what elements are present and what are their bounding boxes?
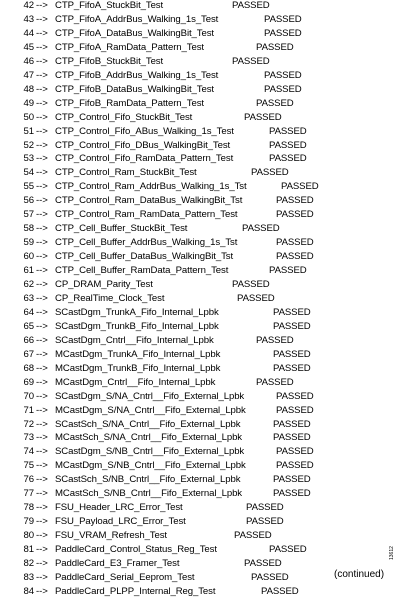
arrow-separator: --> (36, 390, 48, 402)
test-result-row (0, 432, 405, 444)
test-result-row (0, 502, 405, 514)
test-result-row (0, 223, 405, 235)
test-number: 75 (23, 460, 34, 472)
test-number: 80 (23, 530, 34, 542)
test-number: 72 (23, 418, 34, 430)
arrow-separator: --> (36, 153, 48, 165)
test-name: SCastDgm_S/NA_Cntrl__Fifo_External_Lpbk (55, 390, 245, 402)
test-name: CTP_FifoB_StuckBit_Test (55, 55, 164, 67)
arrow-separator: --> (36, 83, 48, 95)
test-number: 49 (23, 97, 34, 109)
test-result-row (0, 391, 405, 403)
arrow-separator: --> (36, 265, 48, 277)
test-name: MCastSch_S/NA_Cntrl__Fifo_External_Lpbk (55, 432, 243, 444)
test-number: 78 (23, 502, 34, 514)
test-status: PASSED (264, 69, 302, 81)
test-name: CTP_Control_Ram_DataBus_WalkingBit_Tst (55, 195, 243, 207)
test-result-row (0, 209, 405, 221)
arrow-separator: --> (36, 544, 48, 555)
arrow-separator: --> (36, 334, 48, 346)
test-number: 47 (23, 69, 34, 81)
test-number: 66 (23, 334, 34, 346)
test-name: SCastSch_S/NA_Cntrl__Fifo_External_Lpbk (55, 418, 241, 430)
arrow-separator: --> (36, 27, 48, 39)
test-number: 70 (23, 390, 34, 402)
test-result-row (0, 265, 405, 277)
test-number: 45 (23, 41, 34, 53)
test-name: SCastDgm_Cntrl__Fifo_Internal_Lpbk (55, 334, 214, 346)
test-status: PASSED (281, 181, 319, 193)
arrow-separator: --> (36, 279, 48, 290)
arrow-separator: --> (36, 432, 48, 444)
arrow-separator: --> (36, 418, 48, 430)
arrow-separator: --> (36, 195, 48, 207)
test-name: PaddleCard_PLPP_Internal_Reg_Test (55, 585, 216, 597)
test-status: PASSED (237, 292, 275, 304)
test-result-row (0, 321, 405, 333)
test-status: PASSED (244, 558, 282, 569)
arrow-separator: --> (36, 404, 48, 416)
test-number: 52 (23, 139, 34, 151)
test-result-row (0, 84, 405, 96)
test-status: PASSED (276, 390, 314, 402)
test-status: PASSED (273, 432, 311, 444)
test-result-row (0, 474, 405, 486)
test-status: PASSED (256, 376, 294, 388)
test-status: PASSED (273, 320, 311, 332)
test-number: 83 (23, 571, 34, 583)
test-name: CTP_Control_Fifo_StuckBit_Test (55, 111, 193, 123)
test-result-row (0, 0, 405, 12)
test-status: PASSED (232, 55, 270, 67)
arrow-separator: --> (36, 69, 48, 81)
test-result-row (0, 446, 405, 458)
test-name: CTP_Control_Ram_RamData_Pattern_Test (55, 209, 238, 221)
test-number: 51 (23, 125, 34, 137)
test-name: MCastDgm_Cntrl__Fifo_Internal_Lpbk (55, 376, 216, 388)
test-name: CTP_FifoB_AddrBus_Walking_1s_Test (55, 69, 219, 81)
test-result-row (0, 126, 405, 138)
test-status: PASSED (244, 111, 282, 123)
test-status: PASSED (276, 404, 314, 416)
test-number: 48 (23, 83, 34, 95)
arrow-separator: --> (36, 446, 48, 458)
test-name: FSU_Header_LRC_Error_Test (55, 502, 183, 514)
test-status: PASSED (276, 251, 314, 263)
test-number: 69 (23, 376, 34, 388)
test-name: MCastDgm_TrunkB_Fifo_Internal_Lpbk (55, 362, 221, 374)
test-result-row (0, 181, 405, 193)
test-result-row (0, 28, 405, 40)
test-status: PASSED (273, 362, 311, 374)
arrow-separator: --> (36, 558, 48, 569)
arrow-separator: --> (36, 251, 48, 263)
test-name: CTP_Control_Fifo_DBus_WalkingBit_Test (55, 139, 231, 151)
test-number: 44 (23, 27, 34, 39)
test-status: PASSED (232, 0, 270, 11)
arrow-separator: --> (36, 139, 48, 151)
test-status: PASSED (276, 446, 314, 458)
test-status: PASSED (246, 516, 284, 528)
test-number: 67 (23, 348, 34, 360)
arrow-separator: --> (36, 209, 48, 221)
test-result-row (0, 112, 405, 124)
test-status: PASSED (256, 97, 294, 109)
test-status: PASSED (256, 41, 294, 53)
test-number: 56 (23, 195, 34, 207)
arrow-separator: --> (36, 376, 48, 388)
test-status: PASSED (234, 530, 272, 542)
test-number: 42 (23, 0, 34, 11)
test-status: PASSED (246, 502, 284, 514)
test-status: PASSED (273, 474, 311, 486)
test-name: CTP_Cell_Buffer_StuckBit_Test (55, 223, 188, 235)
test-result-row (0, 516, 405, 528)
test-number: 74 (23, 446, 34, 458)
test-status: PASSED (251, 167, 289, 179)
test-number: 64 (23, 306, 34, 318)
test-status: PASSED (261, 585, 299, 597)
test-status: PASSED (269, 153, 307, 165)
test-status: PASSED (264, 27, 302, 39)
test-name: SCastDgm_TrunkB_Fifo_Internal_Lpbk (55, 320, 219, 332)
test-name: FSU_Payload_LRC_Error_Test (55, 516, 186, 528)
arrow-separator: --> (36, 362, 48, 374)
test-name: PaddleCard_Control_Status_Reg_Test (55, 544, 217, 555)
arrow-separator: --> (36, 13, 48, 25)
test-result-row (0, 530, 405, 542)
test-result-row (0, 544, 405, 556)
test-result-row (0, 251, 405, 263)
test-number: 76 (23, 474, 34, 486)
test-status: PASSED (273, 488, 311, 500)
arrow-separator: --> (36, 111, 48, 123)
test-result-row (0, 488, 405, 500)
test-result-row (0, 419, 405, 431)
test-name: SCastSch_S/NB_Cntrl__Fifo_External_Lpbk (55, 474, 241, 486)
test-result-row (0, 195, 405, 207)
test-number: 50 (23, 111, 34, 123)
test-status: PASSED (269, 125, 307, 137)
test-result-row (0, 349, 405, 361)
test-result-row (0, 363, 405, 375)
test-status: PASSED (273, 306, 311, 318)
test-status: PASSED (273, 348, 311, 360)
test-name: CTP_FifoA_RamData_Pattern_Test (55, 41, 204, 53)
test-result-row (0, 140, 405, 152)
test-result-row (0, 460, 405, 472)
test-result-row (0, 14, 405, 26)
test-status: PASSED (276, 460, 314, 472)
arrow-separator: --> (36, 320, 48, 332)
test-status: PASSED (264, 83, 302, 95)
test-status: PASSED (264, 13, 302, 25)
test-number: 61 (23, 265, 34, 277)
test-number: 58 (23, 223, 34, 235)
test-name: CP_DRAM_Parity_Test (55, 279, 153, 290)
test-name: CTP_Control_Ram_AddrBus_Walking_1s_Tst (55, 181, 247, 193)
test-result-row (0, 405, 405, 417)
test-name: CTP_Cell_Buffer_RamData_Pattern_Test (55, 265, 229, 277)
test-name: PaddleCard_Serial_Eeprom_Test (55, 571, 195, 583)
test-number: 63 (23, 292, 34, 304)
test-name: CTP_FifoA_AddrBus_Walking_1s_Test (55, 13, 219, 25)
test-result-row (0, 42, 405, 54)
test-name: SCastDgm_S/NB_Cntrl__Fifo_External_Lpbk (55, 446, 245, 458)
arrow-separator: --> (36, 488, 48, 500)
test-number: 65 (23, 320, 34, 332)
test-result-row (0, 56, 405, 68)
test-result-row (0, 70, 405, 82)
arrow-separator: --> (36, 55, 48, 67)
test-number: 54 (23, 167, 34, 179)
test-number: 62 (23, 279, 34, 290)
test-result-row (0, 335, 405, 347)
arrow-separator: --> (36, 181, 48, 193)
test-name: PaddleCard_E3_Framer_Test (55, 558, 180, 569)
test-name: MCastDgm_S/NB_Cntrl__Fifo_External_Lpbk (55, 460, 246, 472)
test-status: PASSED (256, 334, 294, 346)
test-result-row (0, 153, 405, 165)
test-name: FSU_VRAM_Refresh_Test (55, 530, 167, 542)
test-status: PASSED (232, 279, 270, 290)
test-number: 79 (23, 516, 34, 528)
arrow-separator: --> (36, 516, 48, 528)
arrow-separator: --> (36, 530, 48, 542)
arrow-separator: --> (36, 348, 48, 360)
arrow-separator: --> (36, 585, 48, 597)
continued-label: (continued) (334, 569, 385, 580)
test-status: PASSED (269, 265, 307, 277)
test-number: 84 (23, 585, 34, 597)
arrow-separator: --> (36, 474, 48, 486)
arrow-separator: --> (36, 41, 48, 53)
arrow-separator: --> (36, 0, 48, 11)
arrow-separator: --> (36, 502, 48, 514)
test-status: PASSED (276, 237, 314, 249)
test-result-row (0, 167, 405, 179)
test-result-row (0, 293, 405, 305)
test-result-row (0, 586, 405, 598)
test-status: PASSED (269, 544, 307, 555)
test-name: CTP_Control_Fifo_ABus_Walking_1s_Test (55, 125, 234, 137)
test-name: CTP_FifoA_DataBus_WalkingBit_Test (55, 27, 214, 39)
test-status: PASSED (276, 195, 314, 207)
test-status: PASSED (251, 571, 289, 583)
test-number: 59 (23, 237, 34, 249)
test-name: CTP_Cell_Buffer_AddrBus_Walking_1s_Tst (55, 237, 238, 249)
test-name: CTP_Cell_Buffer_DataBus_WalkingBit_Tst (55, 251, 234, 263)
test-number: 71 (23, 404, 34, 416)
test-name: SCastDgm_TrunkA_Fifo_Internal_Lpbk (55, 306, 219, 318)
test-result-row (0, 307, 405, 319)
test-name: CTP_Control_Ram_StuckBit_Test (55, 167, 197, 179)
test-number: 57 (23, 209, 34, 221)
test-number: 60 (23, 251, 34, 263)
test-name: CTP_FifoB_DataBus_WalkingBit_Test (55, 83, 214, 95)
test-name: MCastDgm_TrunkA_Fifo_Internal_Lpbk (55, 348, 221, 360)
test-name: MCastDgm_S/NA_Cntrl__Fifo_External_Lpbk (55, 404, 246, 416)
test-number: 53 (23, 153, 34, 165)
test-number: 77 (23, 488, 34, 500)
figure-id: 13612 (389, 546, 395, 560)
arrow-separator: --> (36, 223, 48, 235)
test-result-row (0, 279, 405, 291)
test-number: 68 (23, 362, 34, 374)
test-number: 81 (23, 544, 34, 555)
test-name: CP_RealTime_Clock_Test (55, 292, 165, 304)
test-number: 55 (23, 181, 34, 193)
arrow-separator: --> (36, 292, 48, 304)
test-number: 73 (23, 432, 34, 444)
test-status: PASSED (269, 139, 307, 151)
test-number: 43 (23, 13, 34, 25)
test-number: 46 (23, 55, 34, 67)
arrow-separator: --> (36, 97, 48, 109)
arrow-separator: --> (36, 306, 48, 318)
arrow-separator: --> (36, 571, 48, 583)
test-name: CTP_Control_Fifo_RamData_Pattern_Test (55, 153, 234, 165)
test-result-row (0, 98, 405, 110)
arrow-separator: --> (36, 237, 48, 249)
test-status: PASSED (242, 223, 280, 235)
test-name: CTP_FifoA_StuckBit_Test (55, 0, 164, 11)
test-status: PASSED (276, 209, 314, 221)
test-name: CTP_FifoB_RamData_Pattern_Test (55, 97, 204, 109)
test-name: MCastSch_S/NB_Cntrl__Fifo_External_Lpbk (55, 488, 243, 500)
test-result-row (0, 237, 405, 249)
arrow-separator: --> (36, 167, 48, 179)
arrow-separator: --> (36, 460, 48, 472)
test-result-row (0, 377, 405, 389)
arrow-separator: --> (36, 125, 48, 137)
test-number: 82 (23, 558, 34, 569)
test-status: PASSED (273, 418, 311, 430)
